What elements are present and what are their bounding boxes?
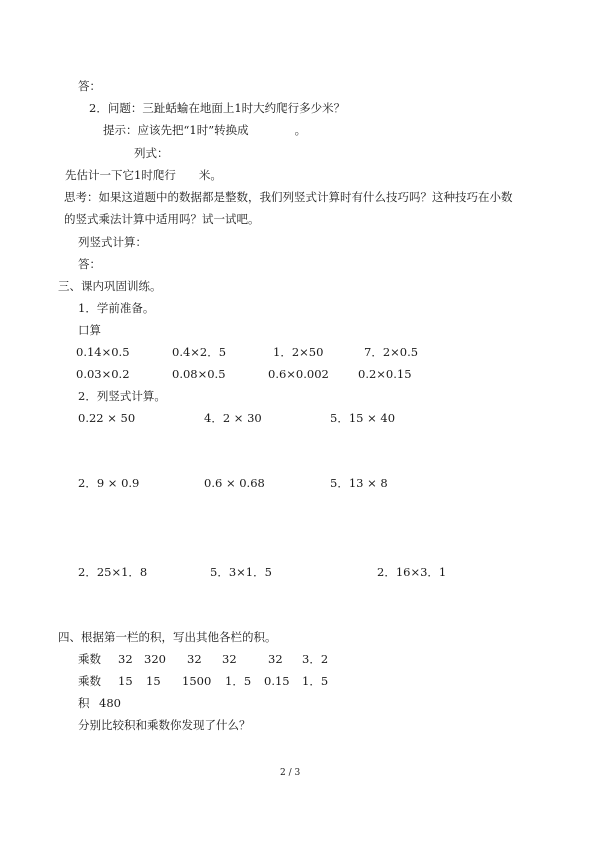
vertical-calc-item: 5．15 × 40 — [330, 411, 396, 425]
vertical-calc-item: 2．25×1．8 — [78, 565, 148, 579]
table-cell: 32 — [187, 652, 202, 666]
table-cell: 15 — [146, 674, 161, 688]
thinking-line-2: 的竖式乘法计算中适用吗？试一试吧。 — [64, 212, 260, 226]
table-cell: 480 — [99, 696, 121, 710]
table-row-label: 乘数 — [78, 652, 101, 666]
vertical-calc-item: 4．2 × 30 — [204, 411, 262, 425]
vertical-calc-row-1 — [0, 411, 595, 425]
vertical-calc-item: 5．13 × 8 — [330, 476, 388, 490]
table-cell: 1．5 — [225, 674, 252, 688]
table-cell: 320 — [144, 652, 166, 666]
hint-line: 提示：应该先把“1时”转换成 。 — [103, 123, 307, 137]
comparison-question: 分别比较积和乘数你发现了什么？ — [78, 718, 251, 732]
oral-calc-item: 0.2×0.15 — [358, 367, 412, 381]
oral-calc-item: 0.03×0.2 — [76, 367, 130, 381]
formula-line: 列式： — [134, 146, 169, 160]
product-table-row-2 — [0, 674, 595, 688]
oral-calc-item: 0.08×0.5 — [172, 367, 226, 381]
page-number: 2 / 3 — [280, 768, 301, 778]
pre-study-title: 1．学前准备。 — [78, 301, 155, 315]
table-cell: 32 — [222, 652, 237, 666]
vertical-calc-item: 2．9 × 0.9 — [78, 476, 140, 490]
estimate-line: 先估计一下它1时爬行 米。 — [65, 168, 222, 182]
oral-calc-label: 口算 — [78, 323, 101, 337]
vertical-calc-item: 0.22 × 50 — [78, 411, 136, 425]
oral-calc-item: 7．2×0.5 — [364, 345, 419, 359]
problem-2-question: 2．问题：三趾蛞蝓在地面上1时大约爬行多少米？ — [89, 101, 346, 115]
table-cell: 3．2 — [302, 652, 329, 666]
table-cell: 1．5 — [302, 674, 329, 688]
product-table-row-1 — [0, 652, 595, 666]
product-table-row-3 — [0, 696, 595, 710]
vertical-calc-row-2 — [0, 476, 595, 490]
oral-calc-row-1 — [0, 345, 595, 359]
table-cell: 15 — [118, 674, 133, 688]
vertical-calc-item: 2．16×3．1 — [377, 565, 447, 579]
oral-calc-item: 0.14×0.5 — [76, 345, 130, 359]
thinking-line-1: 思考：如果这道题中的数据都是整数，我们列竖式计算时有什么技巧吗？这种技巧在小数 — [64, 190, 513, 204]
vertical-calc-item: 5．3×1．5 — [210, 565, 272, 579]
oral-calc-item: 0.4×2．5 — [172, 345, 227, 359]
vertical-calc-row-3 — [0, 565, 595, 579]
answer-line-1: 答： — [78, 79, 101, 93]
table-row-label: 积 — [78, 696, 90, 710]
table-cell: 1500 — [182, 674, 212, 688]
table-cell: 32 — [268, 652, 283, 666]
vertical-calc-item: 0.6 × 0.68 — [204, 476, 265, 490]
oral-calc-item: 0.6×0.002 — [268, 367, 329, 381]
table-cell: 0.15 — [264, 674, 290, 688]
oral-calc-row-2 — [0, 367, 595, 381]
vertical-calc-label: 列竖式计算： — [78, 235, 147, 249]
oral-calc-item: 1．2×50 — [273, 345, 324, 359]
section-3-title: 三、课内巩固训练。 — [58, 279, 162, 293]
answer-line-2: 答： — [78, 257, 101, 271]
section-4-title: 四、根据第一栏的积，写出其他各栏的积。 — [58, 630, 277, 644]
table-row-label: 乘数 — [78, 674, 101, 688]
vertical-calc-title: 2．列竖式计算。 — [78, 389, 166, 403]
table-cell: 32 — [118, 652, 133, 666]
